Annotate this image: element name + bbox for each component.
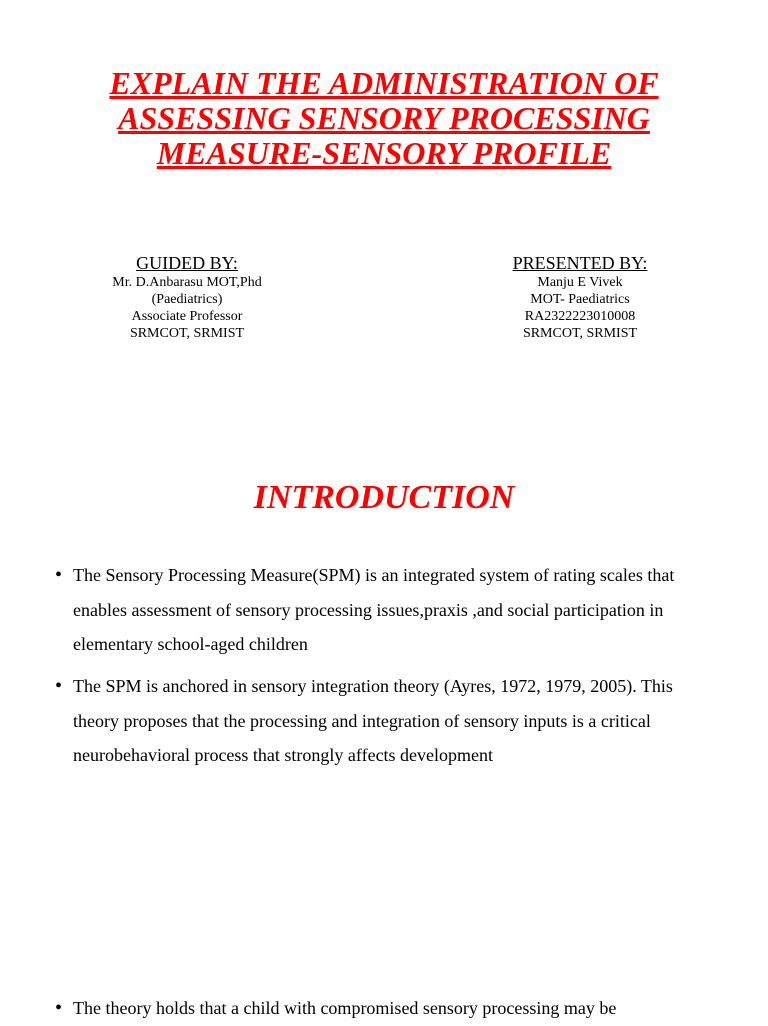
title-line-1: EXPLAIN THE ADMINISTRATION OF	[109, 65, 659, 101]
guide-institution: SRMCOT, SRMIST	[129, 326, 245, 341]
presenter-institution: SRMCOT, SRMIST	[522, 326, 638, 341]
document-title	[84, 66, 684, 171]
bullet-icon: •	[55, 675, 63, 697]
presented-by-block	[450, 252, 710, 342]
presenter-program: MOT- Paediatrics	[530, 292, 630, 307]
bullet-icon: •	[55, 997, 63, 1019]
list-item	[55, 669, 695, 773]
bullet-text: The SPM is anchored in sensory integration theory (Ayres, 1972, 1979, 2005). This theory proposes that the processing and integration of sensory inputs is a critical neurobehavioral process that strongly affects development	[73, 676, 673, 765]
presenter-register-number: RA2322223010008	[524, 309, 636, 324]
bullet-text: The theory holds that a child with compromised sensory processing may be	[73, 998, 617, 1018]
guided-by-block	[57, 252, 317, 342]
presented-by-heading: PRESENTED BY:	[512, 253, 648, 273]
bullet-text: The Sensory Processing Measure(SPM) is an integrated system of rating scales that enables assessment of sensory processing issues,praxis ,and social participation in elementary school-aged children	[73, 565, 675, 654]
guide-position: Associate Professor	[131, 309, 243, 324]
list-item	[55, 558, 695, 662]
title-line-2: ASSESSING SENSORY PROCESSING	[118, 100, 650, 136]
guide-specialty: (Paediatrics)	[151, 292, 223, 307]
guided-by-heading: GUIDED BY:	[136, 253, 238, 273]
presenter-name: Manju E Vivek	[537, 275, 623, 290]
guide-name: Mr. D.Anbarasu MOT,Phd	[112, 275, 262, 290]
bullet-icon: •	[55, 564, 63, 586]
list-item	[55, 991, 695, 1026]
introduction-heading: INTRODUCTION	[253, 479, 515, 516]
title-line-3: MEASURE-SENSORY PROFILE	[156, 135, 612, 171]
